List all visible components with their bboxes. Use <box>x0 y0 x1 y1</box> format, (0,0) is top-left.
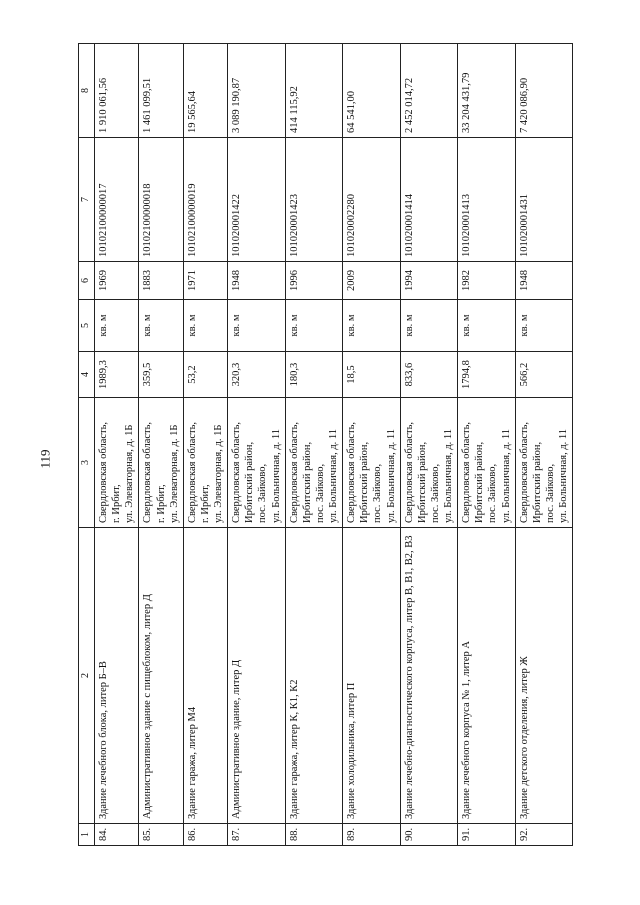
value-cell: 7 420 086,90 <box>515 44 573 138</box>
address-line: Ирбитский район, <box>359 441 371 523</box>
inventory-number-cell: 101020001422 <box>228 138 286 262</box>
value-cell: 2 452 014,72 <box>400 44 458 138</box>
property-table <box>78 43 573 846</box>
header-cell: 1 <box>79 824 95 846</box>
object-name-cell: Здание лечебного блока, литер Б–В <box>95 528 139 824</box>
address-line: пос. Зайково, <box>429 463 441 523</box>
address-line: Ирбитский район, <box>416 441 428 523</box>
area-cell: 566,2 <box>515 352 573 398</box>
inventory-number-cell: 10102100000019 <box>183 138 227 262</box>
row-number-cell: 85. <box>139 824 183 846</box>
unit-cell: кв. м <box>95 300 139 352</box>
year-cell: 1948 <box>515 262 573 300</box>
value-cell: 19 565,64 <box>183 44 227 138</box>
address-line: Свердловская область, <box>403 421 415 523</box>
year-cell: 1948 <box>228 262 286 300</box>
address-line: ул. Элеваторная, д. 1Б <box>213 424 224 523</box>
table-body <box>95 44 573 846</box>
address-line: пос. Зайково, <box>487 463 499 523</box>
object-name-cell: Здание гаража, литер М4 <box>183 528 227 824</box>
row-number-cell: 90. <box>400 824 458 846</box>
year-cell: 1994 <box>400 262 458 300</box>
address-cell <box>400 398 458 528</box>
address-line: Свердловская область, <box>346 421 358 523</box>
area-cell: 180,3 <box>285 352 343 398</box>
row-number-cell: 87. <box>228 824 286 846</box>
address-line: Свердловская область, <box>142 421 154 523</box>
address-line: ул. Больничная, д. 11 <box>385 428 397 523</box>
table-row <box>228 44 286 846</box>
address-cell <box>183 398 227 528</box>
value-cell: 3 089 190,87 <box>228 44 286 138</box>
header-cell: 5 <box>79 300 95 352</box>
area-cell: 18,5 <box>343 352 401 398</box>
address-line: ул. Больничная, д. 11 <box>558 428 569 523</box>
value-cell: 414 115,92 <box>285 44 343 138</box>
header-cell: 2 <box>79 528 95 824</box>
address-cell <box>285 398 343 528</box>
object-name-cell: Здание детского отделения, литер Ж <box>515 528 573 824</box>
address-line: Свердловская область, <box>288 421 300 523</box>
header-cell: 4 <box>79 352 95 398</box>
value-cell: 1 461 099,51 <box>139 44 183 138</box>
address-cell <box>228 398 286 528</box>
unit-cell: кв. м <box>285 300 343 352</box>
inventory-number-cell: 101020001414 <box>400 138 458 262</box>
address-line: Свердловская область, <box>231 421 243 523</box>
unit-cell: кв. м <box>343 300 401 352</box>
address-line: Свердловская область, <box>518 421 530 523</box>
object-name-cell: Здание холодильника, литер П <box>343 528 401 824</box>
property-table-rotated <box>78 44 569 846</box>
address-line: пос. Зайково, <box>372 463 384 523</box>
address-line: Ирбитский район, <box>474 441 486 523</box>
address-line: Ирбитский район, <box>244 441 256 523</box>
address-line: ул. Больничная, д. 11 <box>270 428 282 523</box>
address-line: ул. Элеваторная, д. 1Б <box>168 424 180 523</box>
year-cell: 1883 <box>139 262 183 300</box>
page-number-text: 119 <box>38 449 53 469</box>
row-number-cell: 91. <box>458 824 516 846</box>
row-number-cell: 84. <box>95 824 139 846</box>
header-cell: 6 <box>79 262 95 300</box>
year-cell: 1982 <box>458 262 516 300</box>
header-row <box>79 44 95 846</box>
value-cell: 64 541,00 <box>343 44 401 138</box>
address-line: г. Ирбит, <box>155 484 167 523</box>
address-line: пос. Зайково, <box>314 463 326 523</box>
area-cell: 320,3 <box>228 352 286 398</box>
inventory-number-cell: 10102100000017 <box>95 138 139 262</box>
value-cell: 1 910 061,56 <box>95 44 139 138</box>
year-cell: 1996 <box>285 262 343 300</box>
address-line: ул. Больничная, д. 11 <box>500 428 512 523</box>
address-line: пос. Зайково, <box>544 463 556 523</box>
row-number-cell: 92. <box>515 824 573 846</box>
object-name-cell: Административное здание с пищеблоком, литер Д <box>139 528 183 824</box>
inventory-number-cell: 101020001413 <box>458 138 516 262</box>
value-cell: 33 204 431,79 <box>458 44 516 138</box>
area-cell: 1794,8 <box>458 352 516 398</box>
header-cell: 8 <box>79 44 95 138</box>
address-line: г. Ирбит, <box>199 484 211 523</box>
table-row <box>400 44 458 846</box>
year-cell: 1971 <box>183 262 227 300</box>
address-line: ул. Больничная, д. 11 <box>443 428 454 523</box>
unit-cell: кв. м <box>183 300 227 352</box>
table-row <box>458 44 516 846</box>
year-cell: 2009 <box>343 262 401 300</box>
address-line: пос. Зайково, <box>257 463 269 523</box>
address-cell <box>343 398 401 528</box>
area-cell: 53,2 <box>183 352 227 398</box>
object-name-cell: Административное здание, литер Д <box>228 528 286 824</box>
address-cell <box>139 398 183 528</box>
address-cell <box>515 398 573 528</box>
address-line: Свердловская область, <box>98 421 109 523</box>
address-line: ул. Больничная, д. 11 <box>328 428 339 523</box>
unit-cell: кв. м <box>139 300 183 352</box>
object-name-cell: Здание лечебно-диагностического корпуса, литер В, В1, В2, В3 <box>400 528 458 824</box>
address-cell <box>95 398 139 528</box>
unit-cell: кв. м <box>228 300 286 352</box>
address-line: Свердловская область, <box>461 421 473 523</box>
table-row <box>95 44 139 846</box>
inventory-number-cell: 101020001431 <box>515 138 573 262</box>
address-cell <box>458 398 516 528</box>
address-line: г. Ирбит, <box>111 484 123 523</box>
row-number-cell: 89. <box>343 824 401 846</box>
header-cell: 7 <box>79 138 95 262</box>
unit-cell: кв. м <box>458 300 516 352</box>
unit-cell: кв. м <box>515 300 573 352</box>
address-line: ул. Элеваторная, д. 1Б <box>124 424 136 523</box>
address-line: Ирбитский район, <box>301 441 313 523</box>
address-line: Ирбитский район, <box>531 441 543 523</box>
year-cell: 1969 <box>95 262 139 300</box>
table-row <box>285 44 343 846</box>
area-cell: 833,6 <box>400 352 458 398</box>
object-name-cell: Здание лечебного корпуса № 1, литер А <box>458 528 516 824</box>
area-cell: 1989,3 <box>95 352 139 398</box>
page-number <box>39 446 53 472</box>
area-cell: 359,5 <box>139 352 183 398</box>
table-row <box>343 44 401 846</box>
unit-cell: кв. м <box>400 300 458 352</box>
object-name-cell: Здание гаража, литер К, К1, К2 <box>285 528 343 824</box>
row-number-cell: 86. <box>183 824 227 846</box>
table-row <box>139 44 183 846</box>
inventory-number-cell: 101020002280 <box>343 138 401 262</box>
table-row <box>183 44 227 846</box>
property-table-frame <box>78 44 569 846</box>
address-line: Свердловская область, <box>186 421 198 523</box>
table-row <box>515 44 573 846</box>
row-number-cell: 88. <box>285 824 343 846</box>
inventory-number-cell: 10102100000018 <box>139 138 183 262</box>
header-cell: 3 <box>79 398 95 528</box>
inventory-number-cell: 101020001423 <box>285 138 343 262</box>
